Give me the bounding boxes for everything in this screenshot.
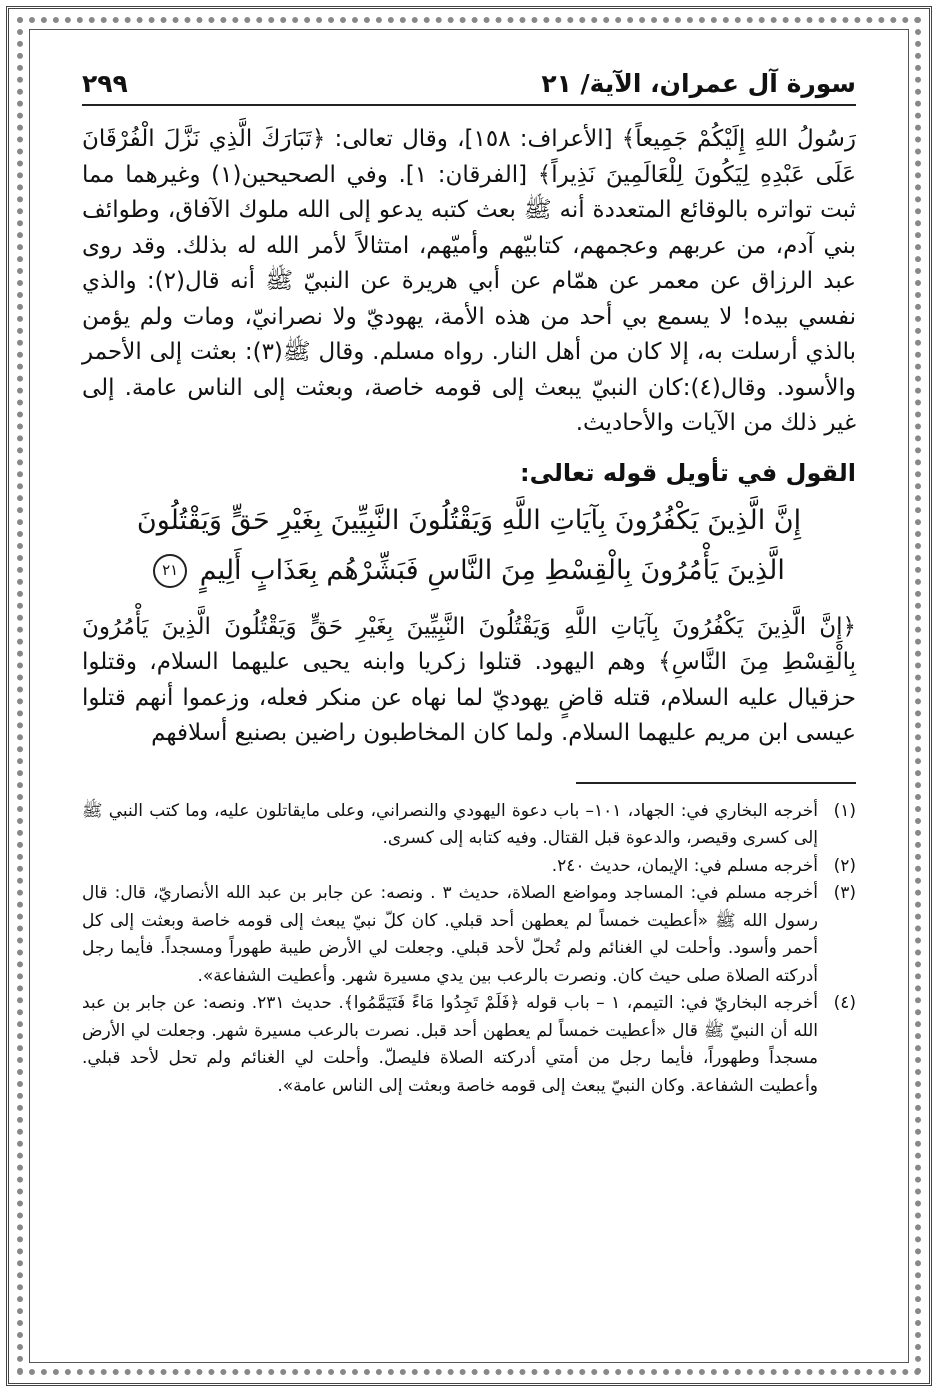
section-heading: القول في تأويل قوله تعالى: xyxy=(520,458,856,487)
footnote-number: (٢) xyxy=(833,855,856,876)
footnote-2 xyxy=(82,853,856,881)
footnote-4 xyxy=(82,990,856,1100)
footnotes xyxy=(82,798,856,1101)
footnote-text: أخرجه مسلم في: الإيمان، حديث ٢٤٠. xyxy=(551,855,818,876)
page-number: ٢٩٩ xyxy=(82,69,128,98)
paragraph-2: ﴿إِنَّ الَّذِينَ يَكْفُرُونَ بِآيَاتِ اللَّهِ وَيَقْتُلُونَ النَّبِيِّينَ بِغَيْرِ حَقٍّ وَيَقْتُلُونَ الَّذِينَ يَأْمُرُونَ بِالْقِسْطِ مِنَ النَّاسِ﴾ وهم اليهود. قتلوا زكريا وابنه يحيى عليهما السلام، وقتلوا حزقيال عليه السلام، قتله قاضٍ يهوديّ لما نهاه عن منكر فعله، وزعموا أنهم قتلوا عيسى ابن مريم عليهما السلام. ولما كان المخاطبون راضين بصنيع أسلافهم xyxy=(82,613,856,746)
page xyxy=(82,58,856,1100)
footnote-text: أخرجه مسلم في: المساجد ومواضع الصلاة، حديث ٣ . ونصه: عن جابر بن عبد الله الأنصاريّ، قال: قال رسول الله ﷺ «أعطيت خمساً لم يعطهن أحد قبلي. كان كلّ نبيّ يبعث إلى قومه خاصة وبعثت إلى كل أحمر وأسود. وأحلت لي الغنائم ولم تُحلّ لأحد قبلي. وجعلت لي الأرض طيبة طهوراً ومسجداً. فأيما رجل أدركته الصلاة صلى حيث كان. ونصرت بالرعب بين يدي مسيرة شهر. وأعطيت الشفاعة». xyxy=(82,883,818,986)
footnote-3 xyxy=(82,880,856,990)
main-text xyxy=(82,122,856,752)
paragraph-1: رَسُولُ اللهِ إِلَيْكُمْ جَمِيعاً﴾ [الأعراف: ١٥٨]، وقال تعالى: ﴿تَبَارَكَ الَّذِي نَزَّلَ الْفُرْقَانَ عَلَى عَبْدِهِ لِيَكُونَ لِلْعَالَمِينَ نَذِيراً﴾ [الفرقان: ١]. وفي الصحيحين(١) وغيرهما مما ثبت تواتره بالوقائع المتعددة أنه ﷺ بعث كتبه يدعو إلى الله ملوك الآفاق، وطوائف بني آدم، من عربهم وعجمهم، كتابيّهم وأميّهم، امتثالاً لأمر الله له بذلك. وقد روى عبد الرزاق عن معمر عن همّام عن أبي هريرة عن النبيّ ﷺ أنه قال(٢): والذي نفسي بيده! لا يسمع بي أحد من هذه الأمة، يهوديّ ولا نصرانيّ، ومات ولم يؤمن بالذي أرسلت به، إلا كان من أهل النار. رواه مسلم. وقال ﷺ(٣): بعثت إلى الأحمر والأسود. وقال(٤):كان النبيّ يبعث إلى قومه خاصة، وبعثت إلى الناس عامة. إلى غير ذلك من الآيات والأحاديث. xyxy=(82,126,856,436)
footnote-number: (٣) xyxy=(833,883,856,903)
verse-line-2-text: الَّذِينَ يَأْمُرُونَ بِالْقِسْطِ مِنَ النَّاسِ فَبَشِّرْهُم بِعَذَابٍ أَلِيمٍ xyxy=(199,554,785,586)
footnote-text: أخرجه البخاريّ في: التيمم، ١ – باب قوله ﴿فَلَمْ تَجِدُوا مَاءً فَتَيَمَّمُوا﴾. حديث ٢٣١. ونصه: عن جابر بن عبد الله أن النبيّ ﷺ قال «أعطيت خمساً لم يعطهن أحد قبل. نصرت بالرعب مسيرة شهر. وجعلت لي الأرض مسجداً وطهوراً، فأيما رجل من أمتي أدركته الصلاة فليصلّ. وأحلت لي الغنائم ولم تحل لأحد قبلي. وأعطيت الشفاعة. وكان النبيّ يبعث إلى قومه خاصة وبعثت إلى الناس عامة». xyxy=(82,993,819,1096)
header-title: سورة آل عمران، الآية/ ٢١ xyxy=(541,69,856,98)
running-header xyxy=(82,58,856,106)
footnote-text: أخرجه البخاري في: الجهاد، ١٠١– باب دعوة اليهودي والنصراني، وعلى مايقاتلون عليه، وما كتب النبي ﷺ إلى كسرى وقيصر، والدعوة قبل القتال. وفيه كتابه إلى كسرى. xyxy=(82,800,818,848)
verse-line-1: إِنَّ الَّذِينَ يَكْفُرُونَ بِآيَاتِ اللَّهِ وَيَقْتُلُونَ النَّبِيِّينَ بِغَيْرِ حَقٍّ وَيَقْتُلُونَ xyxy=(136,504,802,536)
footnote-number: (٤) xyxy=(833,993,856,1013)
footnote-number: (١) xyxy=(833,800,856,821)
footnote-1 xyxy=(82,798,856,853)
verse-line-2 xyxy=(82,546,856,596)
footnote-separator xyxy=(576,782,856,784)
verse-number-marker: ٢١ xyxy=(153,554,187,588)
quran-verse xyxy=(82,496,856,596)
